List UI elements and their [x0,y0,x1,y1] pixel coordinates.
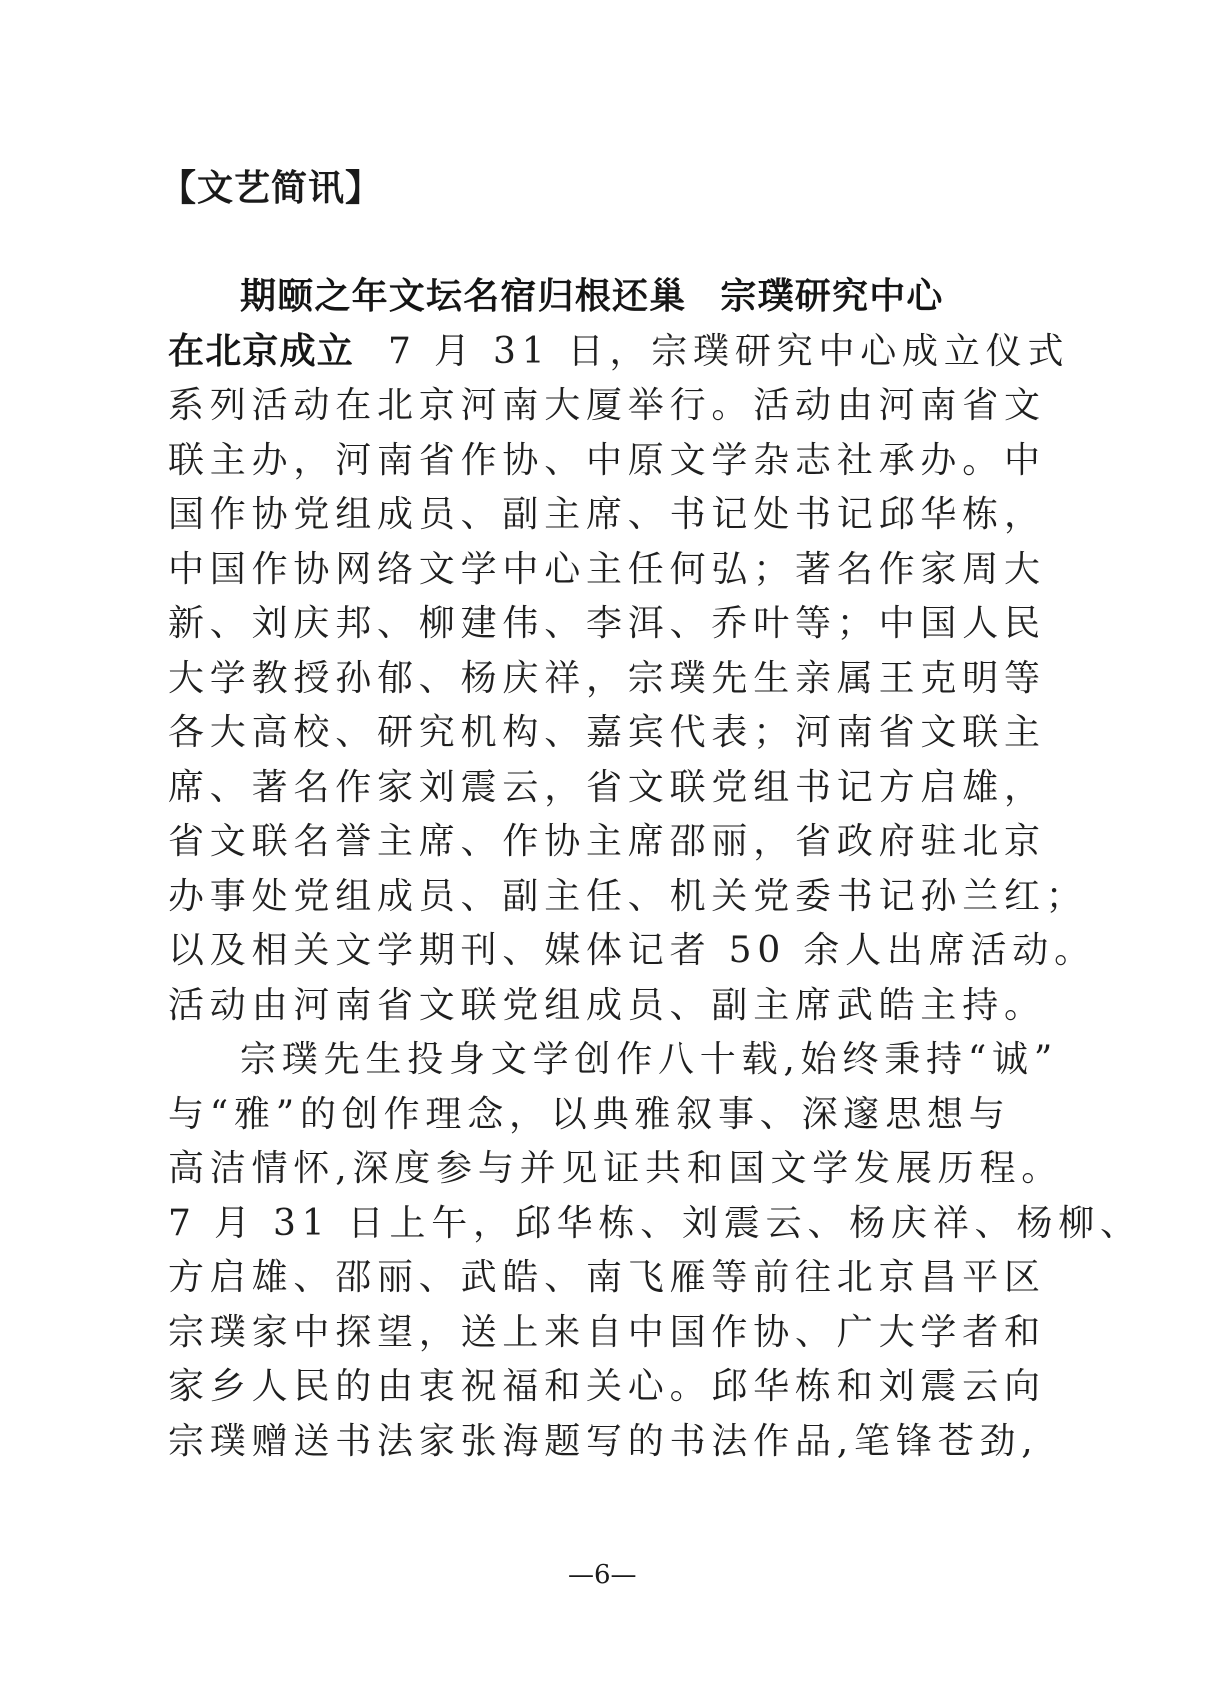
paragraph-line: 宗璞家中探望，送上来自中国作协、广大学者和 [168,1311,1046,1353]
paragraph-line: 高洁情怀,深度参与并见证共和国文学发展历程。 [168,1148,1064,1189]
paragraph-line: 联主办，河南省作协、中原文学杂志社承办。中 [168,439,1046,481]
paragraph-line: 与“雅”的创作理念，以典雅叙事、深邃思想与 [168,1093,1011,1135]
section-tag: 【文艺简讯】 [160,168,383,209]
article-body [168,270,1142,1469]
paragraph-line: 大学教授孙郁、杨庆祥，宗璞先生亲属王克明等 [168,657,1046,699]
paragraph-line: 宗璞赠送书法家张海题写的书法作品,笔锋苍劲, [168,1420,1039,1462]
paragraph-line: 新、刘庆邦、柳建伟、李洱、乔叶等；中国人民 [168,603,1046,644]
headline-part-2: 宗璞研究中心 [720,276,944,317]
paragraph-line: 系列活动在北京河南大厦举行。活动由河南省文 [168,385,1046,426]
paragraph-line: 省文联名誉主席、作协主席邵丽，省政府驻北京 [168,821,1046,862]
paragraph-line: 家乡人民的由衷祝福和关心。邱华栋和刘震云向 [168,1366,1046,1407]
headline-line-1 [168,270,1028,325]
paragraph-line: 中国作协网络文学中心主任何弘；著名作家周大 [168,548,1046,590]
paragraph-line: 席、著名作家刘震云，省文联党组书记方启雄， [168,766,1046,808]
paragraph-line: 以及相关文学期刊、媒体记者 50 余人出席活动。 [168,930,1096,971]
paragraph-line: 活动由河南省文联党组成员、副主席武皓主持。 [168,984,1046,1026]
paragraph-line: 7 月 31 日上午，邱华栋、刘震云、杨庆祥、杨柳、 [168,1202,1142,1244]
paragraph-line: 各大高校、研究机构、嘉宾代表；河南省文联主 [168,712,1046,753]
page-number: —6— [568,1560,637,1590]
headline-line-2 [168,325,1070,380]
paragraph-2-first-line: 宗璞先生投身文学创作八十载,始终秉持“诚” [240,1039,1059,1080]
headline-part-3: 在北京成立 [168,330,355,372]
paragraph-line: 国作协党组成员、副主席、书记处书记邱华栋， [168,494,1046,535]
paragraph-line: 方启雄、邵丽、武皓、南飞雁等前往北京昌平区 [168,1257,1046,1298]
paragraph-1-line-1: 7 月 31 日，宗璞研究中心成立仪式 [388,330,1070,372]
headline-part-1: 期颐之年文坛名宿归根还巢 [240,276,687,317]
paragraph-line: 办事处党组成员、副主任、机关党委书记孙兰红； [168,875,1088,917]
